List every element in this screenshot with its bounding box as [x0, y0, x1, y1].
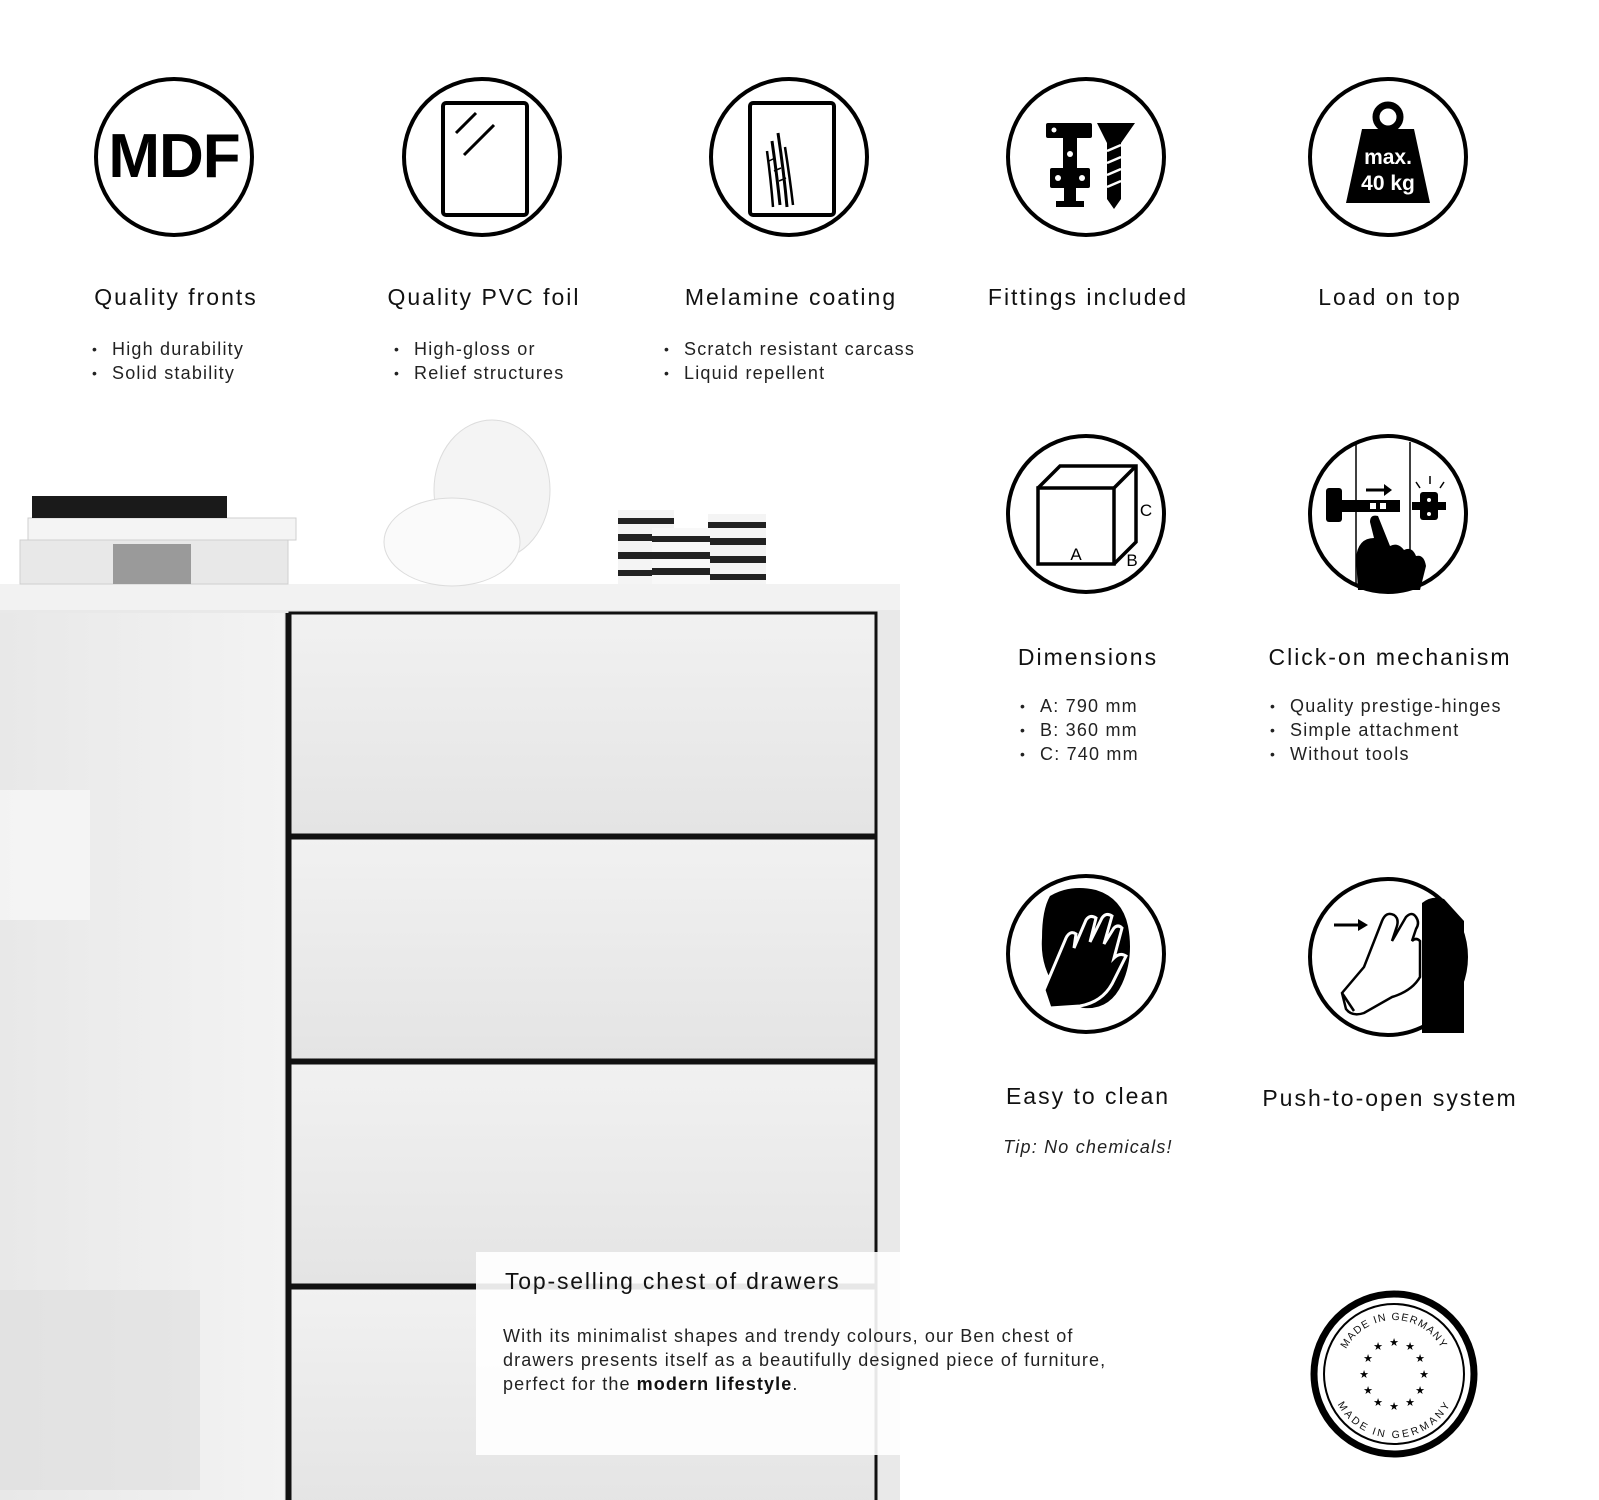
list-item: • B: 360 mm [1020, 718, 1139, 742]
cleaning-tip: Tip: No chemicals! [1003, 1137, 1173, 1157]
dimensions-title: Dimensions [1017, 644, 1159, 670]
svg-text:★: ★ [1389, 1336, 1399, 1349]
hinge-screw-icon [1006, 77, 1166, 237]
easy-to-clean-title: Easy to clean [1005, 1083, 1171, 1109]
seal-text-bottom: MADE IN GERMANY [1334, 1399, 1454, 1442]
list-item: • C: 740 mm [1020, 742, 1139, 766]
click-on-hinge-icon [1308, 434, 1468, 594]
mdf-icon-label: MDF [108, 122, 240, 191]
list-item: • Quality prestige-hinges [1270, 694, 1502, 718]
quality-pvc-foil-title: Quality PVC foil [387, 284, 581, 310]
product-card-description [503, 1324, 1123, 1396]
melamine-coating-bullets [664, 337, 915, 385]
list-item: • Without tools [1270, 742, 1502, 766]
push-to-open-title: Push-to-open system [1262, 1085, 1518, 1111]
svg-text:★: ★ [1373, 1396, 1383, 1409]
weight-icon [1308, 77, 1468, 237]
product-card-text-end: . [792, 1374, 799, 1394]
dimension-label-b: B [1126, 551, 1138, 570]
svg-text:★: ★ [1405, 1340, 1415, 1353]
svg-text:★: ★ [1373, 1340, 1383, 1353]
scratch-panel-icon [709, 77, 869, 237]
svg-text:★: ★ [1405, 1396, 1415, 1409]
quality-pvc-foil-bullets [394, 337, 564, 385]
quality-fronts-title: Quality fronts [94, 284, 258, 310]
product-card-text: With its minimalist shapes and trendy colours, our Ben chest of drawers presents itself as a beautifully designed piece of furniture, perfect for the [503, 1326, 1107, 1394]
svg-text:★: ★ [1389, 1400, 1399, 1413]
dimensions-cube-icon [1006, 434, 1166, 594]
melamine-coating-title: Melamine coating [684, 284, 898, 310]
fittings-included-title: Fittings included [987, 284, 1189, 310]
dimensions-bullets [1020, 694, 1139, 766]
dimension-label-c: C [1139, 501, 1153, 520]
quality-fronts-bullets [92, 337, 244, 385]
svg-text:★: ★ [1415, 1352, 1425, 1365]
svg-text:★: ★ [1415, 1384, 1425, 1397]
seal-text-top: MADE IN GERMANY [1338, 1310, 1450, 1351]
svg-text:★: ★ [1363, 1352, 1373, 1365]
click-on-mechanism-bullets [1270, 694, 1502, 766]
cleaning-cloth-hand-icon [1006, 874, 1166, 1034]
list-item: • High-gloss or [394, 337, 564, 361]
click-on-mechanism-title: Click-on mechanism [1268, 644, 1512, 670]
list-item: • Solid stability [92, 361, 244, 385]
push-to-open-icon [1308, 877, 1468, 1037]
made-in-germany-seal-icon [1310, 1290, 1478, 1458]
list-item: • Simple attachment [1270, 718, 1502, 742]
product-card-highlight: modern lifestyle [636, 1374, 793, 1394]
svg-text:★: ★ [1419, 1368, 1429, 1381]
mdf-icon [94, 77, 254, 237]
dimension-label-a: A [1070, 545, 1082, 564]
list-item: • Scratch resistant carcass [664, 337, 915, 361]
list-item: • Relief structures [394, 361, 564, 385]
list-item: • High durability [92, 337, 244, 361]
list-item: • A: 790 mm [1020, 694, 1139, 718]
product-card-title: Top-selling chest of drawers [505, 1268, 841, 1294]
weight-icon-line2: 40 kg [1361, 172, 1415, 195]
pvc-foil-panel-icon [402, 77, 562, 237]
svg-text:★: ★ [1363, 1384, 1373, 1397]
svg-text:★: ★ [1359, 1368, 1369, 1381]
load-on-top-title: Load on top [1318, 284, 1462, 310]
list-item: • Liquid repellent [664, 361, 915, 385]
weight-icon-line1: max. [1364, 146, 1412, 169]
